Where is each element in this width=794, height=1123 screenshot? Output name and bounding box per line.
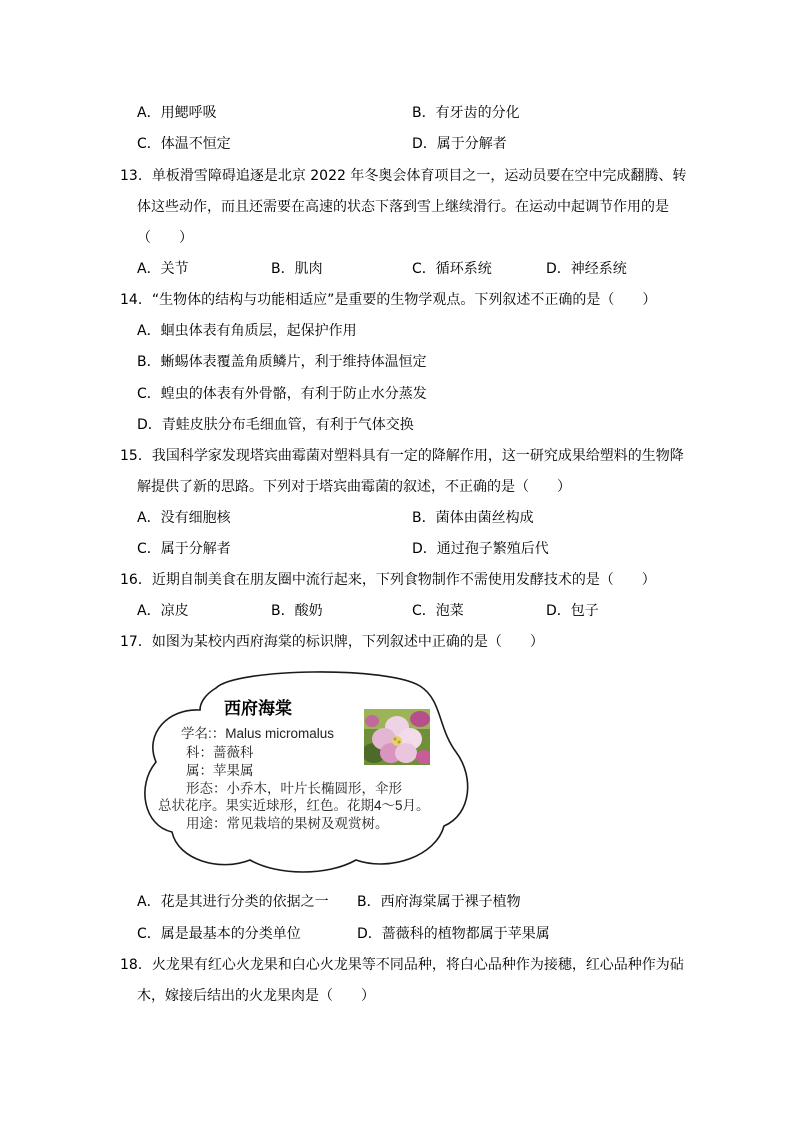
q14-option-c: C．蝗虫的体表有外骨骼，有利于防止水分蒸发 [137, 386, 427, 402]
sign-title: 西府海棠 [224, 699, 292, 718]
q16-stem-line1: 16．近期自制美食在朋友圈中流行起来，下列食物制作不需使用发酵技术的是（ ） [120, 572, 656, 588]
q14-option-b: B．蜥蜴体表覆盖角质鳞片，利于维持体温恒定 [137, 354, 427, 370]
q12-option-b: B．有牙齿的分化 [412, 105, 520, 121]
q15-stem-line2: 解提供了新的思路。下列对于塔宾曲霉菌的叙述，不正确的是（ ） [137, 479, 571, 495]
q13-stem-line2: 体这些动作，而且还需要在高速的状态下落到雪上继续滑行。在运动中起调节作用的是 [137, 199, 669, 215]
q17-option-d: D．蔷薇科的植物都属于苹果属 [357, 926, 550, 942]
q17-option-a: A．花是其进行分类的依据之一 [137, 894, 329, 910]
plant-label-sign [138, 666, 474, 876]
q13-stem-line1: 13．单板滑雪障碍追逐是北京 2022 年冬奥会体育项目之一，运动员要在空中完成翻腾、转 [120, 168, 687, 184]
q17-option-b: B．西府海棠属于裸子植物 [357, 894, 521, 910]
q17-option-c: C．属是最基本的分类单位 [137, 926, 301, 942]
flower-photo [364, 709, 430, 765]
q13-option-a: A．关节 [137, 261, 189, 277]
q17-stem-line1: 17．如图为某校内西府海棠的标识牌，下列叙述中正确的是（ ） [120, 634, 544, 650]
q16-option-c: C．泡菜 [412, 603, 464, 619]
q15-option-c: C．属于分解者 [137, 541, 231, 557]
q18-stem-line2: 木，嫁接后结出的火龙果肉是（ ） [137, 988, 375, 1004]
sign-morphology-line2: 总状花序。果实近球形，红色。花期4～5月。 [158, 798, 430, 813]
q15-stem-line1: 15．我国科学家发现塔宾曲霉菌对塑料具有一定的降解作用，这一研究成果给塑料的生物降 [120, 448, 684, 464]
sign-scientific-name: 学名:：Malus micromalus [181, 726, 335, 741]
sign-family: 科：蔷薇科 [186, 745, 254, 760]
sign-genus: 属：苹果属 [186, 763, 254, 778]
q15-option-a: A．没有细胞核 [137, 510, 231, 526]
q12-option-c: C．体温不恒定 [137, 136, 231, 152]
q12-option-a: A．用鳃呼吸 [137, 105, 217, 121]
q14-option-a: A．蛔虫体表有角质层，起保护作用 [137, 323, 357, 339]
sign-morphology-line1: 形态：小乔木，叶片长椭圆形，伞形 [186, 781, 402, 796]
q12-option-d: D．属于分解者 [412, 136, 507, 152]
q15-option-b: B．菌体由菌丝构成 [412, 510, 534, 526]
q16-option-b: B．酸奶 [271, 603, 323, 619]
q13-option-b: B．肌肉 [271, 261, 323, 277]
q16-option-d: D．包子 [546, 603, 599, 619]
q15-option-d: D．通过孢子繁殖后代 [412, 541, 549, 557]
sign-usage: 用途：常见栽培的果树及观赏树。 [186, 816, 389, 831]
q13-stem-line3: （ ） [137, 230, 193, 246]
q14-stem-line1: 14．“生物体的结构与功能相适应”是重要的生物学观点。下列叙述不正确的是（ ） [120, 292, 657, 308]
q14-option-d: D．青蛙皮肤分布毛细血管，有利于气体交换 [137, 417, 414, 433]
q16-option-a: A．凉皮 [137, 603, 189, 619]
q13-option-d: D．神经系统 [546, 261, 627, 277]
q13-option-c: C．循环系统 [412, 261, 492, 277]
q18-stem-line1: 18．火龙果有红心火龙果和白心火龙果等不同品种，将白心品种作为接穗，红心品种作为砧 [120, 957, 684, 973]
